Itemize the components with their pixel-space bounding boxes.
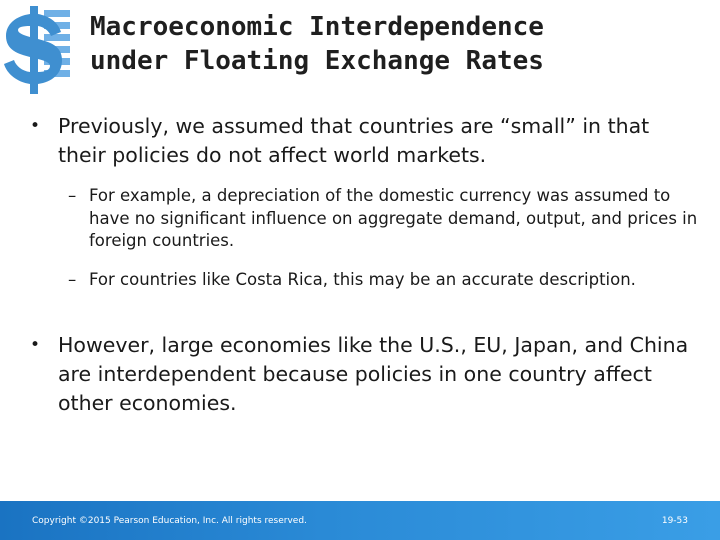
sub-bullet-text: For example, a depreciation of the domestic currency was assumed to have no significant influence on aggregate demand, output, and prices in foreign countries. bbox=[89, 186, 698, 250]
slide-title bbox=[90, 10, 690, 78]
title-line-1: Macroeconomic Interdependence bbox=[90, 12, 544, 42]
bullet-item bbox=[30, 331, 700, 418]
footer-bar bbox=[0, 501, 720, 540]
bullet-mark: • bbox=[30, 335, 41, 355]
copyright-text: Copyright ©2015 Pearson Education, Inc. All rights reserved. bbox=[32, 516, 307, 526]
title-line-2: under Floating Exchange Rates bbox=[90, 46, 544, 76]
bullet-mark: • bbox=[30, 116, 41, 136]
bullet-text: Previously, we assumed that countries are “small” in that their policies do not affect world markets. bbox=[58, 114, 650, 167]
sub-bullet-item bbox=[68, 185, 708, 253]
page-number: 19-53 bbox=[661, 516, 688, 526]
sub-bullet-mark: – bbox=[68, 186, 77, 205]
sub-bullet-item bbox=[68, 269, 708, 292]
dollar-sign-logo-icon bbox=[0, 0, 76, 96]
sub-bullet-mark: – bbox=[68, 270, 77, 289]
bullet-item bbox=[30, 112, 700, 170]
sub-bullet-text: For countries like Costa Rica, this may be an accurate description. bbox=[89, 270, 636, 289]
bullet-text: However, large economies like the U.S., EU, Japan, and China are interdependent because policies in one country affect other economies. bbox=[58, 333, 689, 415]
